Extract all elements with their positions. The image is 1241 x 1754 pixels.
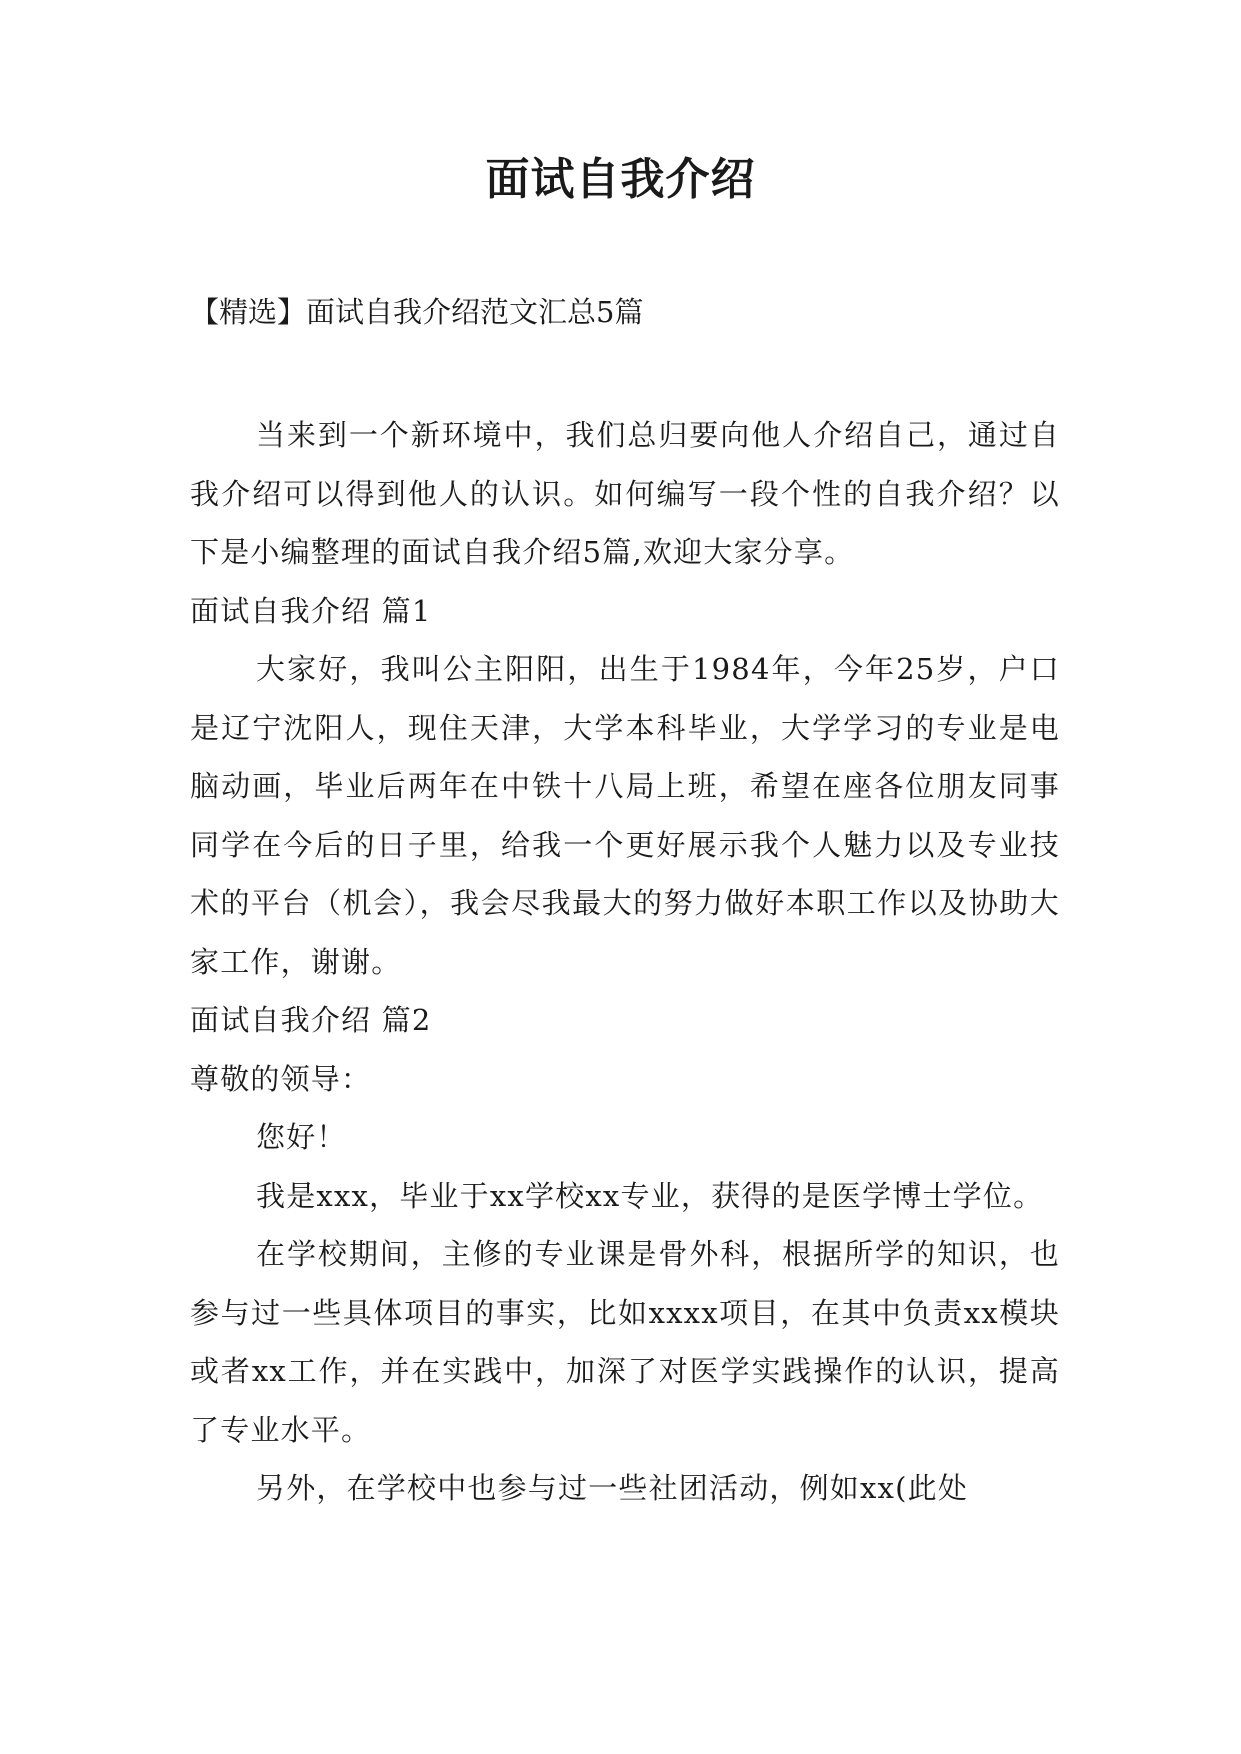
document-subtitle: 【精选】面试自我介绍范文汇总5篇 bbox=[190, 295, 644, 329]
section-heading-1: 面试自我介绍 篇1 bbox=[190, 593, 432, 628]
section-1-paragraph: 大家好，我叫公主阳阳，出生于1984年，今年25岁，户口是辽宁沈阳人，现住天津，大学本科毕业，大学学习的专业是电脑动画，毕业后两年在中铁十八局上班，希望在座各位朋友同事同学在今后的日子里，给我一个更好展示我个人魅力以及专业技术的平台（机会），我会尽我最大的努力做好本职工作以及协助大家工作，谢谢。 bbox=[190, 652, 1060, 979]
intro-paragraph: 当来到一个新环境中，我们总归要向他人介绍自己，通过自我介绍可以得到他人的认识。如何编写一段个性的自我介绍？以下是小编整理的面试自我介绍5篇,欢迎大家分享。 bbox=[190, 418, 1060, 569]
document-title: 面试自我介绍 bbox=[485, 154, 756, 205]
section-2-paragraph-2: 在学校期间，主修的专业课是骨外科，根据所学的知识，也参与过一些具体项目的事实，比如xxxx项目，在其中负责xx模块或者xx工作，并在实践中，加深了对医学实践操作的认识，提高了专业水平。 bbox=[190, 1237, 1060, 1447]
section-2-paragraph-1: 我是xxx，毕业于xx学校xx专业，获得的是医学博士学位。 bbox=[256, 1178, 1044, 1213]
document-body bbox=[190, 406, 1060, 1518]
greeting: 您好！ bbox=[256, 1120, 347, 1154]
section-2-paragraph-3: 另外，在学校中也参与过一些社团活动，例如xx(此处 bbox=[256, 1471, 969, 1505]
section-heading-2: 面试自我介绍 篇2 bbox=[190, 1003, 432, 1037]
salutation: 尊敬的领导： bbox=[190, 1061, 372, 1096]
